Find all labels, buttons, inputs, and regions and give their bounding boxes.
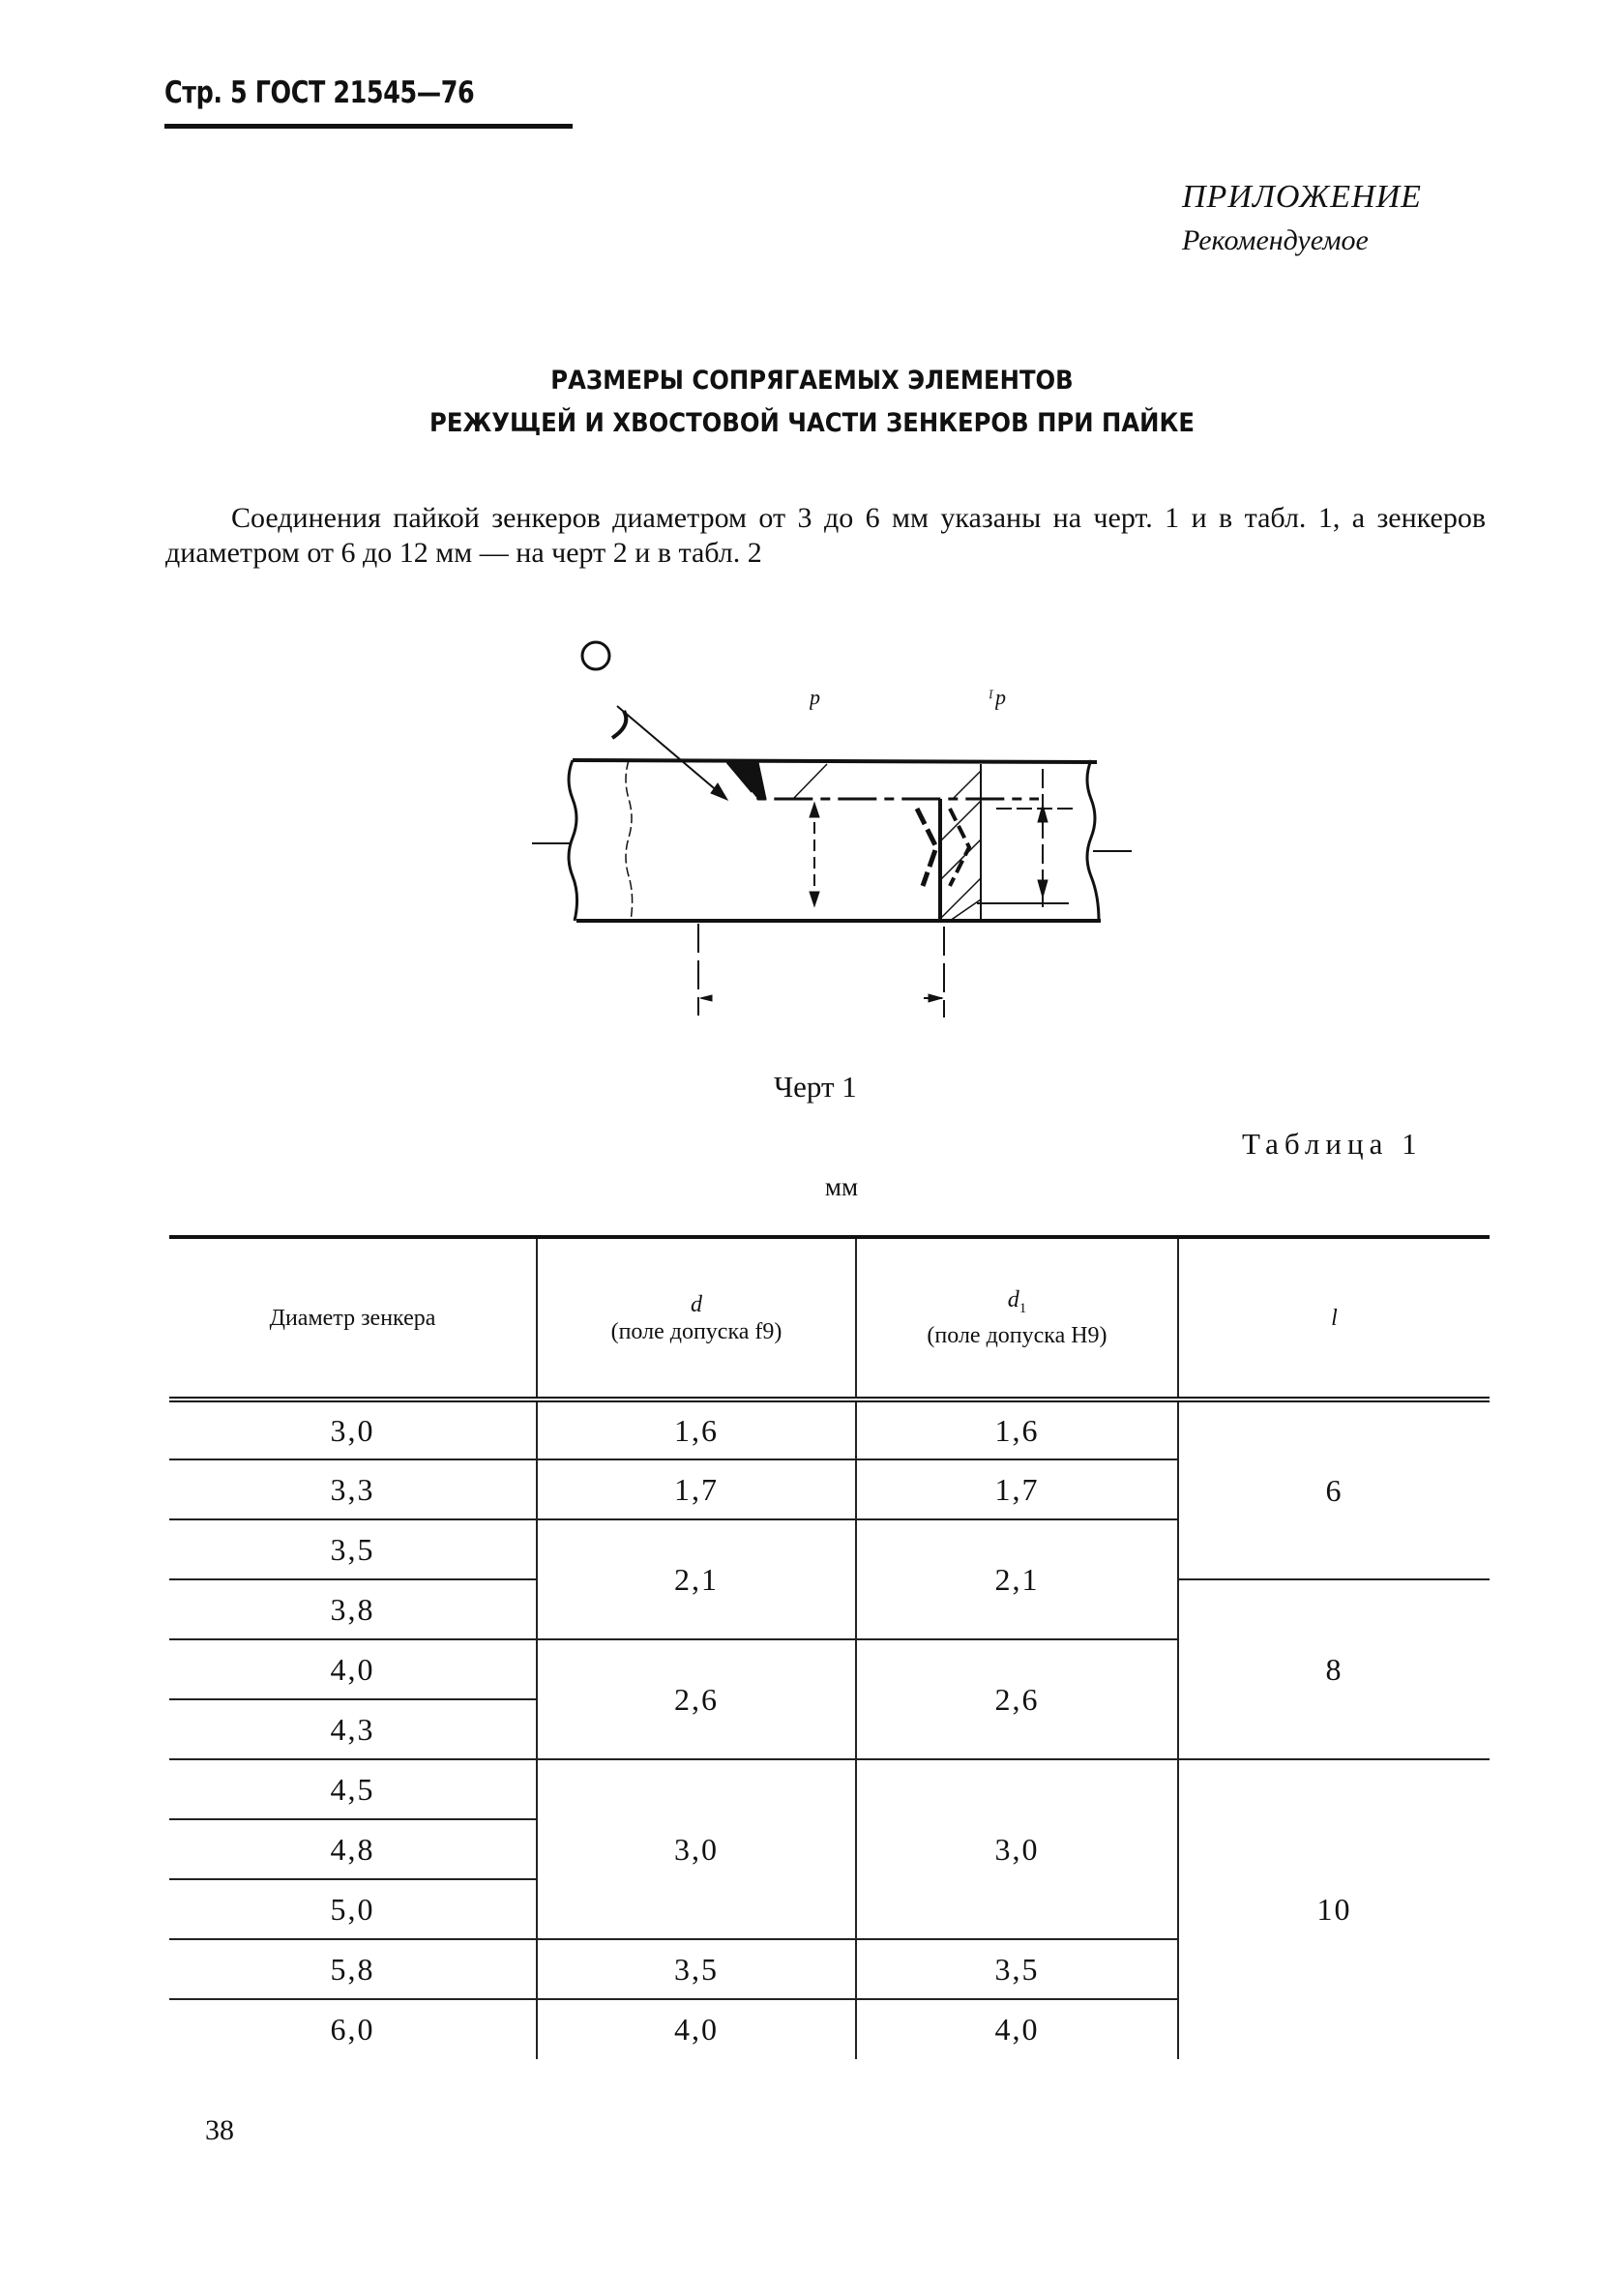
header-d [537,1237,856,1400]
header-diameter-label: Диаметр зенкера [269,1305,436,1331]
step-line [727,762,1039,799]
header-d1-symbol: d [1007,1287,1019,1313]
break-line-left [569,760,577,921]
header-l-symbol: l [1331,1305,1338,1331]
d1-cell: 4,0 [856,1999,1178,2059]
label-d: d [810,690,820,714]
d-cell: 3,5 [537,1939,856,1999]
header-diameter [169,1237,537,1400]
roughness-circle-icon [582,642,609,669]
d1-cell: 1,6 [856,1400,1178,1459]
appendix-status: Рекомендуемое [1182,224,1369,256]
d1-cell: 2,1 [856,1519,1178,1639]
dimensions-table [169,1235,1490,2059]
diameter-cell: 6,0 [330,2012,375,2047]
break-line-right [1087,760,1099,921]
diameter-cell: 4,5 [169,1759,537,1819]
d1-cell: 3,5 [856,1939,1178,1999]
table-header-row [169,1237,1490,1400]
diameter-cell: 4,0 [169,1639,537,1699]
diameter-cell: 5,8 [169,1939,537,1999]
figure-caption: Черт 1 [774,1070,857,1104]
d-cell: 3,0 [537,1759,856,1939]
table-row [169,1759,1490,1819]
d-cell: 2,6 [537,1639,856,1759]
header-d-note: (поле допуска f9) [610,1318,782,1344]
diameter-cell: 3,5 [169,1519,537,1579]
header-d-symbol: d [691,1291,702,1317]
l-cell: 10 [1178,1759,1490,2059]
diameter-cell: 5,0 [169,1879,537,1939]
l-cell: 8 [1178,1579,1490,1759]
d-cell: 4,0 [537,1999,856,2059]
header-d1-subscript: 1 [1019,1300,1027,1316]
diameter-cell: 3,8 [169,1579,537,1639]
d-cell: 1,6 [537,1400,856,1459]
page-number: 38 [205,2114,234,2146]
header-rule [164,124,573,129]
diameter-cell: 4,3 [169,1699,537,1759]
drawing-chert-1 [513,619,1132,1025]
header-d1-note: (поле допуска H9) [927,1322,1107,1348]
d1-cell: 3,0 [856,1759,1178,1939]
diameter-cell: 3,0 [169,1400,537,1459]
d1-cell: 2,6 [856,1639,1178,1759]
diameter-cell: 3,3 [169,1459,537,1519]
label-d1: d₁ [988,690,1006,714]
diameter-cell: 4,8 [169,1819,537,1879]
appendix-label: ПРИЛОЖЕНИЕ [1182,179,1422,215]
d-cell: 1,7 [537,1459,856,1519]
d-cell: 2,1 [537,1519,856,1639]
title-line-2: РЕЖУЩЕЙ И ХВОСТОВОЙ ЧАСТИ ЗЕНКЕРОВ ПРИ ПАЙКЕ [429,408,1195,438]
intro-paragraph: Соединения пайкой зенкеров диаметром от 3 до 6 мм указаны на черт. 1 и в табл. 1, а зенкеров диаметром от 6 до 12 мм — на черт 2 и в табл. 2 [165,502,1486,569]
page-header: Стр. 5 ГОСТ 21545—76 [164,75,475,110]
hatching [793,764,981,921]
table-number: Таблица 1 [1242,1127,1423,1161]
d1-cell: 1,7 [856,1459,1178,1519]
outline-top [573,760,1097,762]
header-l [1178,1237,1490,1400]
l-cell: 6 [1178,1400,1490,1579]
leader-line [617,706,725,798]
table-row [169,1400,1490,1459]
table-unit: мм [824,1172,859,1201]
header-d1 [856,1237,1178,1400]
title-line-1: РАЗМЕРЫ СОПРЯГАЕМЫХ ЭЛЕМЕНТОВ [550,366,1074,396]
roughness-mark [612,711,626,738]
